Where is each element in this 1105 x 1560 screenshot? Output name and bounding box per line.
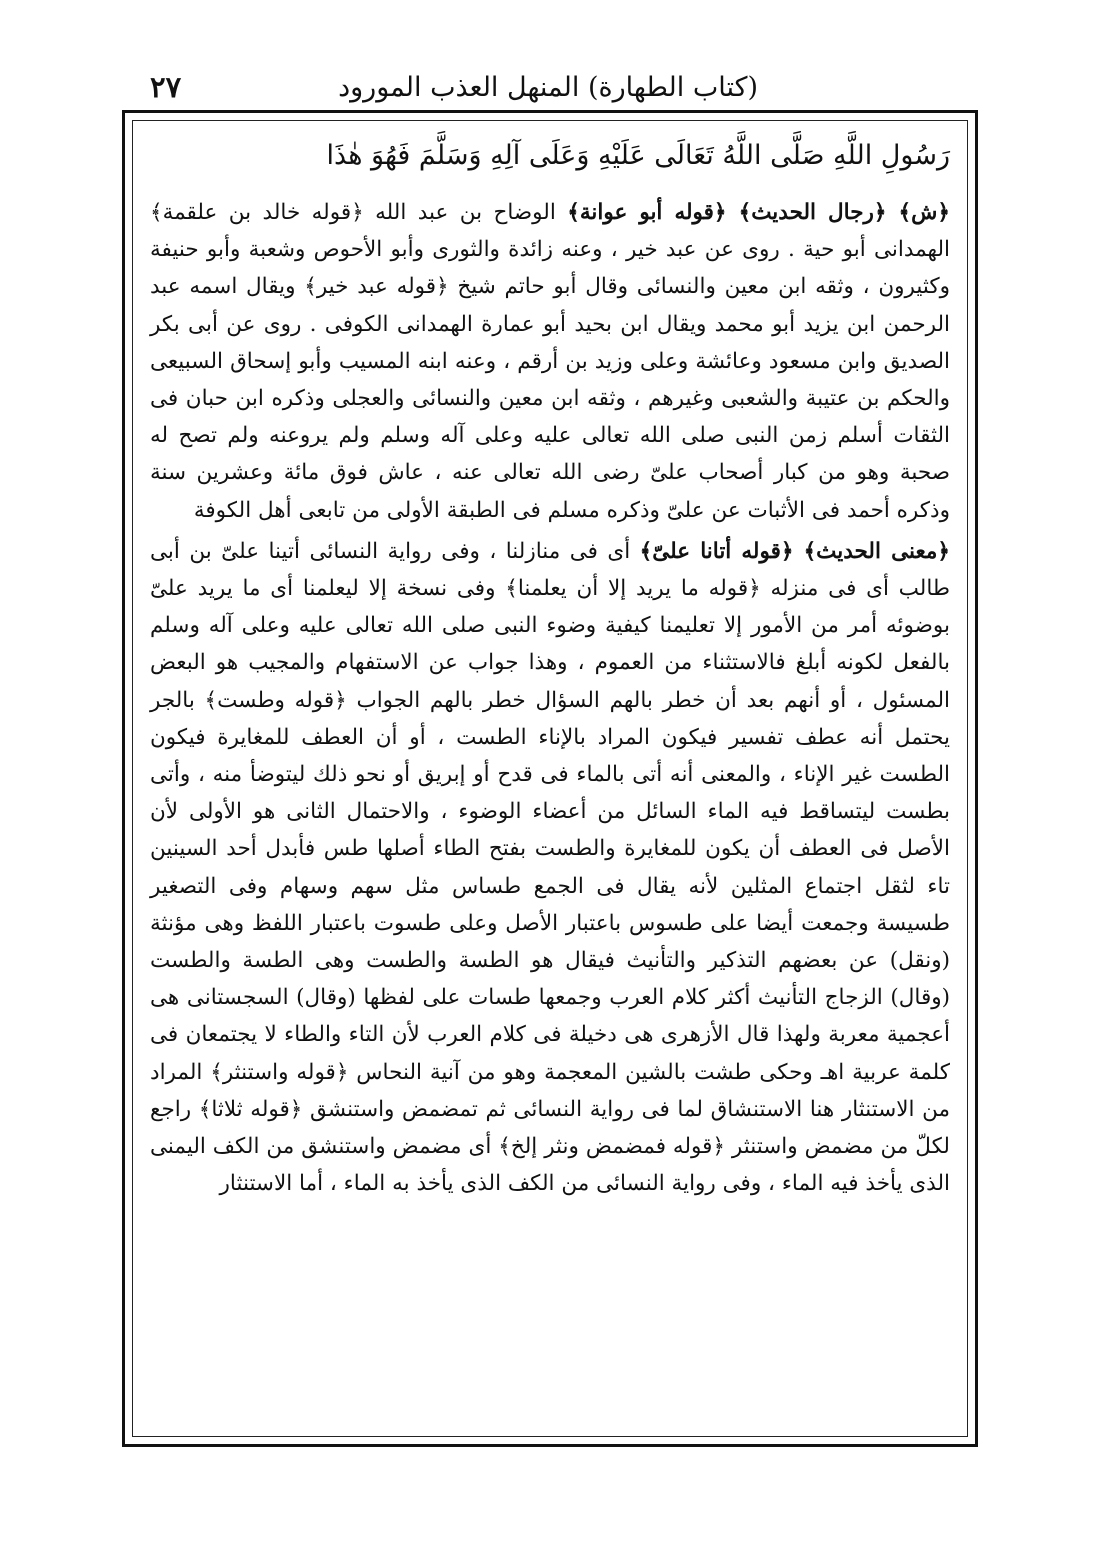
section-text: أى فى منازلنا ، وفى رواية النسائى أتينا علىّ بن أبى طالب أى فى منزله ﴿قوله ما يريد إلا أن يعلمنا﴾ وفى نسخة إلا ليعلمنا أى ما يريد علىّ بوضوئه أمر من الأمور إلا تعليمنا كيفية وضوء النبى صلى الله تعالى عليه وعلى آله وسلم بالفعل لكونه أبلغ فالاستثناء من العموم ، وهذا جواب عن الاستفهام والمجيب هو البعض المسئول ، أو أنهم بعد أن خطر بالهم السؤال خطر بالهم الجواب ﴿قوله وطست﴾ بالجر يحتمل أنه عطف تفسير فيكون المراد بالإناء الطست ، أو أن العطف للمغايرة فيكون الطست غير الإناء ، والمعنى أنه أتى بالماء فى قدح أو إبريق أو نحو ذلك ليتوضأ منه ، وأتى بطست ليتساقط فيه الماء السائل من أعضاء الوضوء ، والاحتمال الثانى هو الأولى لأن الأصل فى العطف أن يكون للمغايرة والطست بفتح الطاء أصلها طس فأبدل أحد السينين تاء لثقل اجتماع المثلين لأنه يقال فى الجمع طساس مثل سهم وسهام وفى التصغير طسيسة وجمعت أيضا على طسوس باعتبار الأصل وعلى طسوت باعتبار اللفظ وهى مؤنثة (ونقل) عن بعضهم التذكير والتأنيث فيقال هو الطسة والطست وهى الطسة والطست (وقال) الزجاج التأنيث أكثر كلام العرب وجمعها طسات على لفظها (وقال) السجستانى هى أعجمية معربة ولهذا قال الأزهرى هى دخيلة فى كلام العرب لأن التاء والطاء لا يجتمعان فى كلمة عربية اهـ وحكى طشت بالشين المعجمة وهو من آنية النحاس ﴿قوله واستنثر﴾ المراد من الاستنثار هنا الاستنشاق لما فى رواية النسائى ثم تمضمض واستنشق ﴿قوله ثلاثا﴾ راجع لكلّ من مضمض واستنثر ﴿قوله فمضمض ونثر إلخ﴾ أى مضمض واستنشق من الكف اليمنى الذى يأخذ فيه الماء ، وفى رواية النسائى من الكف الذى يأخذ به الماء ، أما الاستنثار	[150, 538, 950, 1197]
page-header	[128, 68, 968, 112]
page-body	[150, 118, 950, 1202]
section-lead: ﴿معنى الحديث﴾ ﴿قوله أتانا علىّ﴾	[639, 538, 950, 564]
running-title: (كتاب الطهارة) المنهل العذب المورود	[338, 72, 758, 103]
page-number: ٢٧	[150, 70, 182, 104]
hadith-text: رَسُولِ اللَّهِ صَلَّى اللَّهُ تَعَالَى عَلَيْهِ وَعَلَى آلِهِ وَسَلَّمَ فَهُوَ هٰذَا	[326, 140, 950, 171]
narrators-section	[150, 194, 950, 529]
section-text: الوضاح بن عبد الله ﴿قوله خالد بن علقمة﴾ الهمدانى أبو حية . روى عن عبد خير ، وعنه زائدة والثورى وأبو الأحوص وشعبة وأبو حنيفة وكثيرون ، وثقه ابن معين والنسائى وقال أبو حاتم شيخ ﴿قوله عبد خير﴾ ويقال اسمه عبد الرحمن ابن يزيد أبو محمد ويقال ابن بحيد أبو عمارة الهمدانى الكوفى . روى عن أبى بكر الصديق وابن مسعود وعائشة وعلى وزيد بن أرقم ، وعنه ابنه المسيب وأبو إسحاق السبيعى والحكم بن عتيبة والشعبى وغيرهم ، وثقه ابن معين والنسائى والعجلى وذكره ابن حبان فى الثقات أسلم زمن النبى صلى الله تعالى عليه وعلى آله وسلم ولم يروعنه ولم تصح له صحبة وهو من كبار أصحاب علىّ رضى الله تعالى عنه ، عاش فوق مائة وعشرين سنة وذكره أحمد فى الأثبات عن علىّ وذكره مسلم فى الطبقة الأولى من تابعى أهل الكوفة	[150, 200, 950, 523]
section-lead: ﴿ش﴾ ﴿رجال الحديث﴾ ﴿قوله أبو عوانة﴾	[567, 200, 950, 225]
meaning-section	[150, 533, 950, 1203]
